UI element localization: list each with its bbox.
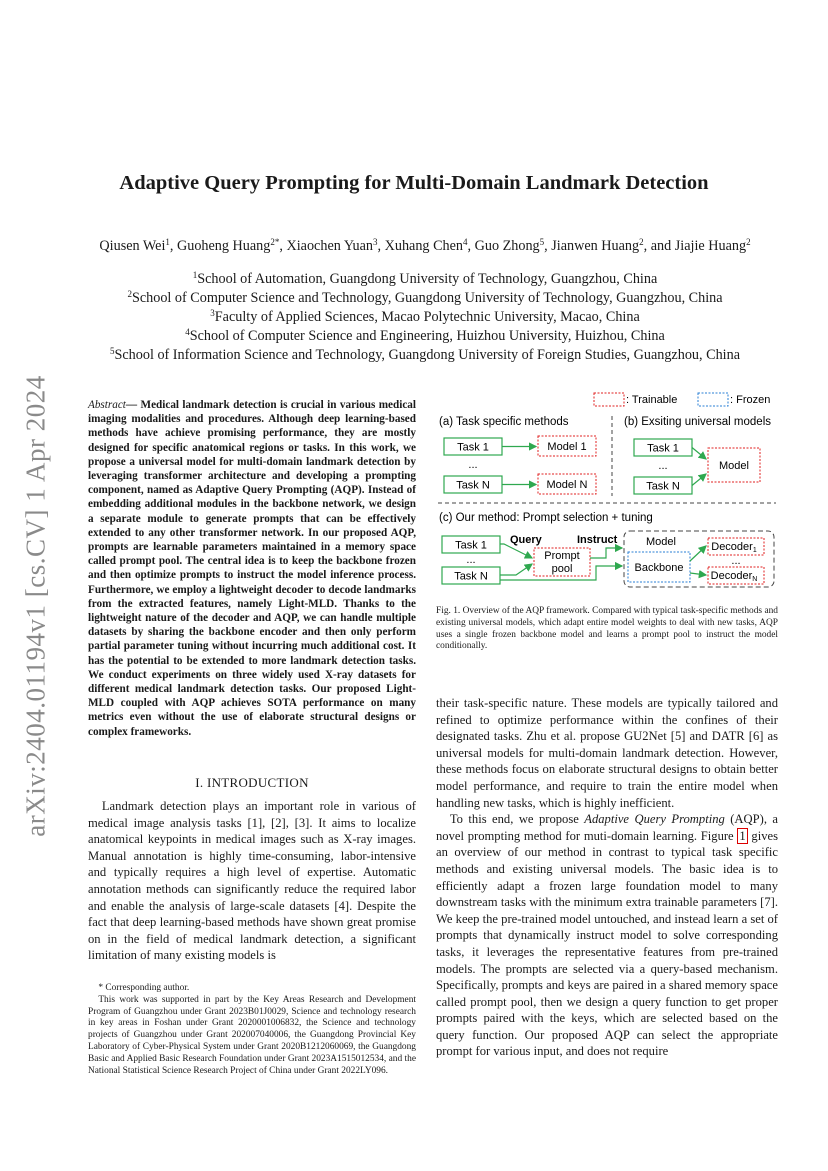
author: Qiusen Wei$^1$ [99, 237, 170, 254]
figure-reference-link[interactable]: 1 [739, 828, 746, 843]
instruct-label: Instruct [577, 534, 618, 546]
introduction-body [88, 798, 416, 964]
backbone-label: Backbone [634, 562, 684, 574]
paper-title: Adaptive Query Prompting for Multi-Domain Landmark Detection [119, 172, 709, 194]
author: Xiaochen Yuan$^3$ [286, 237, 378, 254]
author: Jianwen Huang$^2$ [551, 237, 644, 254]
arrow [690, 546, 706, 561]
abstract-text: — Medical landmark detection is crucial in various medical imaging modalities and procedures. Although deep learning-based methods have achieve promising performance, they are mostly designed for specific anatomical regions or tasks. In this work, we propose a universal model for multi-domain landmark detection by leveraging transformer architecture and developing a prompting component, named as Adaptive Query Prompting (AQP). Instead of embedding additional modules in the backbone network, we design a separate module to generate prompts that can be effectively extended to any other transformer network. In our proposed AQP, prompts are learnable parameters maintained in a memory space called prompt pool. The central idea is to keep the backbone frozen and then optimize prompts to instruct the model inference process. Furthermore, we employ a lightweight decoder to decode landmarks from the extracted features, namely Light-MLD. Thanks to the lightweight nature of the decoder and AQP, we can handle multiple datasets by sharing the backbone encoder and then only perform partial parameter tuning without incurring much additional cost. It has the potential to be extended to more landmark detection tasks. We conduct experiments on three widely used X-ray datasets for different medical landmark detection tasks. Our proposed Light-MLD coupled with AQP achieves SOTA performance on many metrics even without the use of elaborate structural designs or complex frameworks. [88, 399, 416, 738]
author: Guo Zhong$^5$ [474, 237, 545, 254]
arrow [590, 548, 622, 558]
decoder1-label: Decoder1 [711, 541, 757, 554]
ellipsis: ... [731, 555, 741, 567]
panel-b-label: (b) Exsiting universal models [624, 416, 772, 428]
prompt-pool-label: pool [551, 563, 573, 575]
trainable-legend-swatch [594, 393, 624, 406]
arrow [500, 564, 532, 575]
ellipsis: ... [468, 459, 478, 471]
affiliation: $^5$School of Information Science and Technology, Guangdong University of Foreign Studies, Guangzhou, China [109, 346, 740, 363]
author: Guoheng Huang$^{2*}$ [176, 237, 280, 254]
author: Xuhang Chen$^4$ [384, 237, 468, 254]
frozen-legend-swatch [698, 393, 728, 406]
affiliation: $^3$Faculty of Applied Sciences, Macao Polytechnic University, Macao, China [210, 308, 640, 325]
task1-label: Task 1 [647, 442, 679, 455]
model-label: Model [646, 536, 676, 548]
task1-label: Task 1 [457, 441, 489, 454]
prompt-pool-label: Prompt [544, 550, 580, 562]
right-column-body [436, 695, 778, 1060]
modelN-label: Model N [546, 479, 588, 491]
arrow [690, 573, 706, 575]
abstract-lead: Abstract [88, 399, 126, 411]
frozen-legend-label: : Frozen [730, 394, 771, 406]
taskN-label: Task N [646, 480, 680, 493]
taskN-label: Task N [454, 570, 488, 583]
task1-label: Task 1 [455, 539, 487, 552]
model1-label: Model 1 [547, 441, 587, 453]
arrow [692, 448, 706, 460]
author-list: Qiusen Wei$^1$, Guoheng Huang$^{2*}$, Xiaochen Yuan$^3$, Xuhang Chen$^4$, Guo Zhong$^5$, Jianwen Huang$^2$, and Jiajie Huang$^2$ [99, 237, 751, 254]
ellipsis: ... [466, 554, 476, 566]
affiliation: $^2$School of Computer Science and Technology, Guangdong University of Technology, Guangzhou, China [127, 289, 723, 306]
abstract [88, 398, 416, 739]
taskN-label: Task N [456, 479, 490, 492]
decoderN-label: DecoderN [710, 570, 758, 583]
paragraph: Landmark detection plays an important role in various of medical image analysis tasks [1], [2], [3]. It aims to localize anatomical keypoints in medical images such as X-ray images. Manual annotation is highly time-consuming, labor-intensive and typically requires a high level of expertise. Automatic annotation methods can significantly reduce the required labor and enable the analysis of large-scale datasets [4]. Despite the fact that deep learning-based methods have shown great promise on in the field of medical landmark detection, a significant limitation of many existing models is [88, 799, 416, 963]
query-label: Query [510, 534, 542, 546]
trainable-legend-label: : Trainable [626, 394, 678, 406]
affiliation: $^4$School of Computer Science and Engineering, Huizhou University, Huizhou, China [185, 327, 665, 344]
figure-1-diagram [436, 388, 782, 598]
arrow [500, 544, 532, 558]
footnotes [88, 983, 416, 1077]
figure-1-caption: Fig. 1. Overview of the AQP framework. Compared with typical task-specific methods and existing universal models, which adapt entire model weights to deal with new tasks, AQP uses a single frozen backbone model and learns a prompt pool to instruct the model conditionally. [436, 606, 778, 652]
footnote-funding: This work was supported in part by the Key Areas Research and Development Program of Guangzhou under Grant 2023B01J0029, Science and technology research in key areas in Foshan under Grant 2020001006832, the Science and technology projects of Guangzhou under Grant 202007040006, the Guangdong Provincial Key Laboratory of Cyber-Physical System under Grant 2020B1212060069, the Guangdong Basic and Applied Basic Research Foundation under Grant 2023A1515012534, and the National Statistical Science Research Project of China under Grant 2022LY096. [88, 994, 416, 1076]
universal-model-label: Model [719, 460, 749, 472]
arrow [692, 474, 706, 486]
arxiv-sidebar-stamp [8, 368, 64, 844]
ellipsis: ... [658, 460, 668, 472]
section-heading-introduction: I. INTRODUCTION [195, 775, 309, 790]
affiliation: $^1$School of Automation, Guangdong University of Technology, Guangzhou, China [192, 270, 658, 287]
affiliation-list [40, 270, 810, 365]
arxiv-id: arXiv:2404.01194v1 [cs.CV] 1 Apr 2024 [20, 375, 51, 837]
paragraph: To this end, we propose Adaptive Query Prompting (AQP), a novel prompting method for muti-domain learning. Figure 1 gives an overview of our method in contrast to typical task specific methods and existing universal models. The basic idea is to efficiently adapt a frozen large foundation model to many downstream tasks with the minimum extra trainable parameters [7]. We keep the pre-trained model untouched, and instead learn a set of prompts that dynamically instruct model to solve corresponding tasks, it leverages the representative features from pre-trained models. The prompts are selected via a query-based mechanism. Specifically, prompts and keys are paired in a shared memory space called prompt pool, then we design a query function to get proper prompts paired with the keys, which are selected based on the query function. Our proposed AQP can select the appropriate prompt for various input, and does not require [436, 812, 779, 1059]
panel-a-label: (a) Task specific methods [439, 416, 569, 428]
panel-c-label: (c) Our method: Prompt selection + tuning [439, 512, 653, 524]
footnote-corresponding: * Corresponding author. [98, 983, 190, 993]
author: Jiajie Huang$^2$ [674, 237, 751, 254]
paragraph: their task-specific nature. These models are typically tailored and refined to optimize performance within the confines of their designated tasks. Zhu et al. propose GU2Net [5] and DATR [6] as universal models for multi-domain landmark detection. However, these methods focus on elaborate structural designs to obtain better model performance, and require to train the entire model when handling new tasks, which is highly inefficient. [436, 696, 778, 810]
